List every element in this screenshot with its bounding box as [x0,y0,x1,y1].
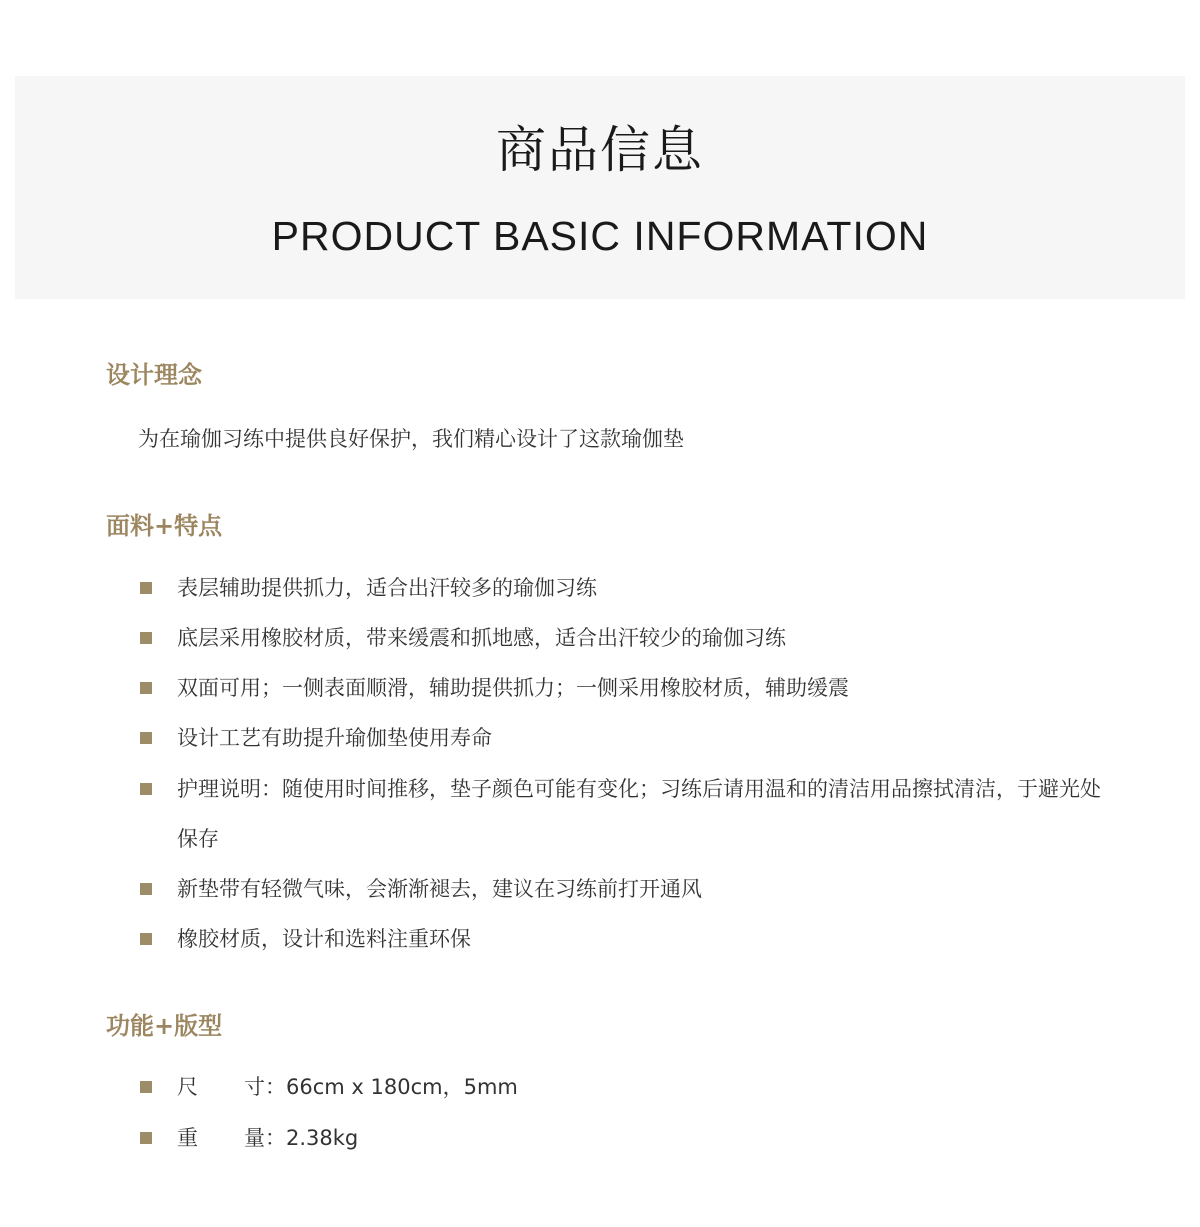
square-bullet-icon [140,933,152,945]
square-bullet-icon [140,582,152,594]
list-item-text: 底层采用橡胶材质，带来缓震和抓地感，适合出汗较少的瑜伽习练 [177,626,786,650]
section-title-design: 设计理念 [106,361,202,389]
list-item [138,914,1118,964]
square-bullet-icon [140,732,152,744]
list-item [138,613,1118,663]
list-item-text: 护理说明：随使用时间推移，垫子颜色可能有变化；习练后请用温和的清洁用品擦拭清洁，于避光处保存 [177,777,1101,851]
list-item [138,563,1118,613]
spec-key-suffix: 量： [244,1126,286,1150]
spec-key: 尺 [177,1075,198,1099]
page-subtitle: PRODUCT BASIC INFORMATION [271,213,929,259]
design-text: 为在瑜伽习练中提供良好保护，我们精心设计了这款瑜伽垫 [138,427,684,451]
square-bullet-icon [140,883,152,895]
square-bullet-icon [140,632,152,644]
square-bullet-icon [140,682,152,694]
list-item-text: 双面可用；一侧表面顺滑，辅助提供抓力；一侧采用橡胶材质，辅助缓震 [177,676,849,700]
section-title-fabric: 面料+特点 [106,512,223,540]
spec-row [138,1062,1118,1112]
header-band [15,76,1185,299]
spec-row [138,1113,1118,1163]
spec-value: 2.38kg [286,1126,359,1150]
spec-value: 66cm x 180cm，5mm [286,1075,518,1099]
list-item [138,713,1118,763]
square-bullet-icon [140,1081,152,1093]
list-item-text: 橡胶材质，设计和选料注重环保 [177,927,471,951]
square-bullet-icon [140,1132,152,1144]
spec-key: 重 [177,1126,198,1150]
list-item [138,864,1118,914]
spec-key-suffix: 寸： [244,1075,286,1099]
list-item-text: 新垫带有轻微气味，会渐渐褪去，建议在习练前打开通风 [177,877,702,901]
list-item-text: 设计工艺有助提升瑜伽垫使用寿命 [177,726,492,750]
section-title-function: 功能+版型 [106,1012,223,1040]
list-item [138,663,1118,713]
list-item [138,764,1118,864]
square-bullet-icon [140,783,152,795]
list-item-text: 表层辅助提供抓力，适合出汗较多的瑜伽习练 [177,576,597,600]
page-title: 商品信息 [496,121,704,179]
